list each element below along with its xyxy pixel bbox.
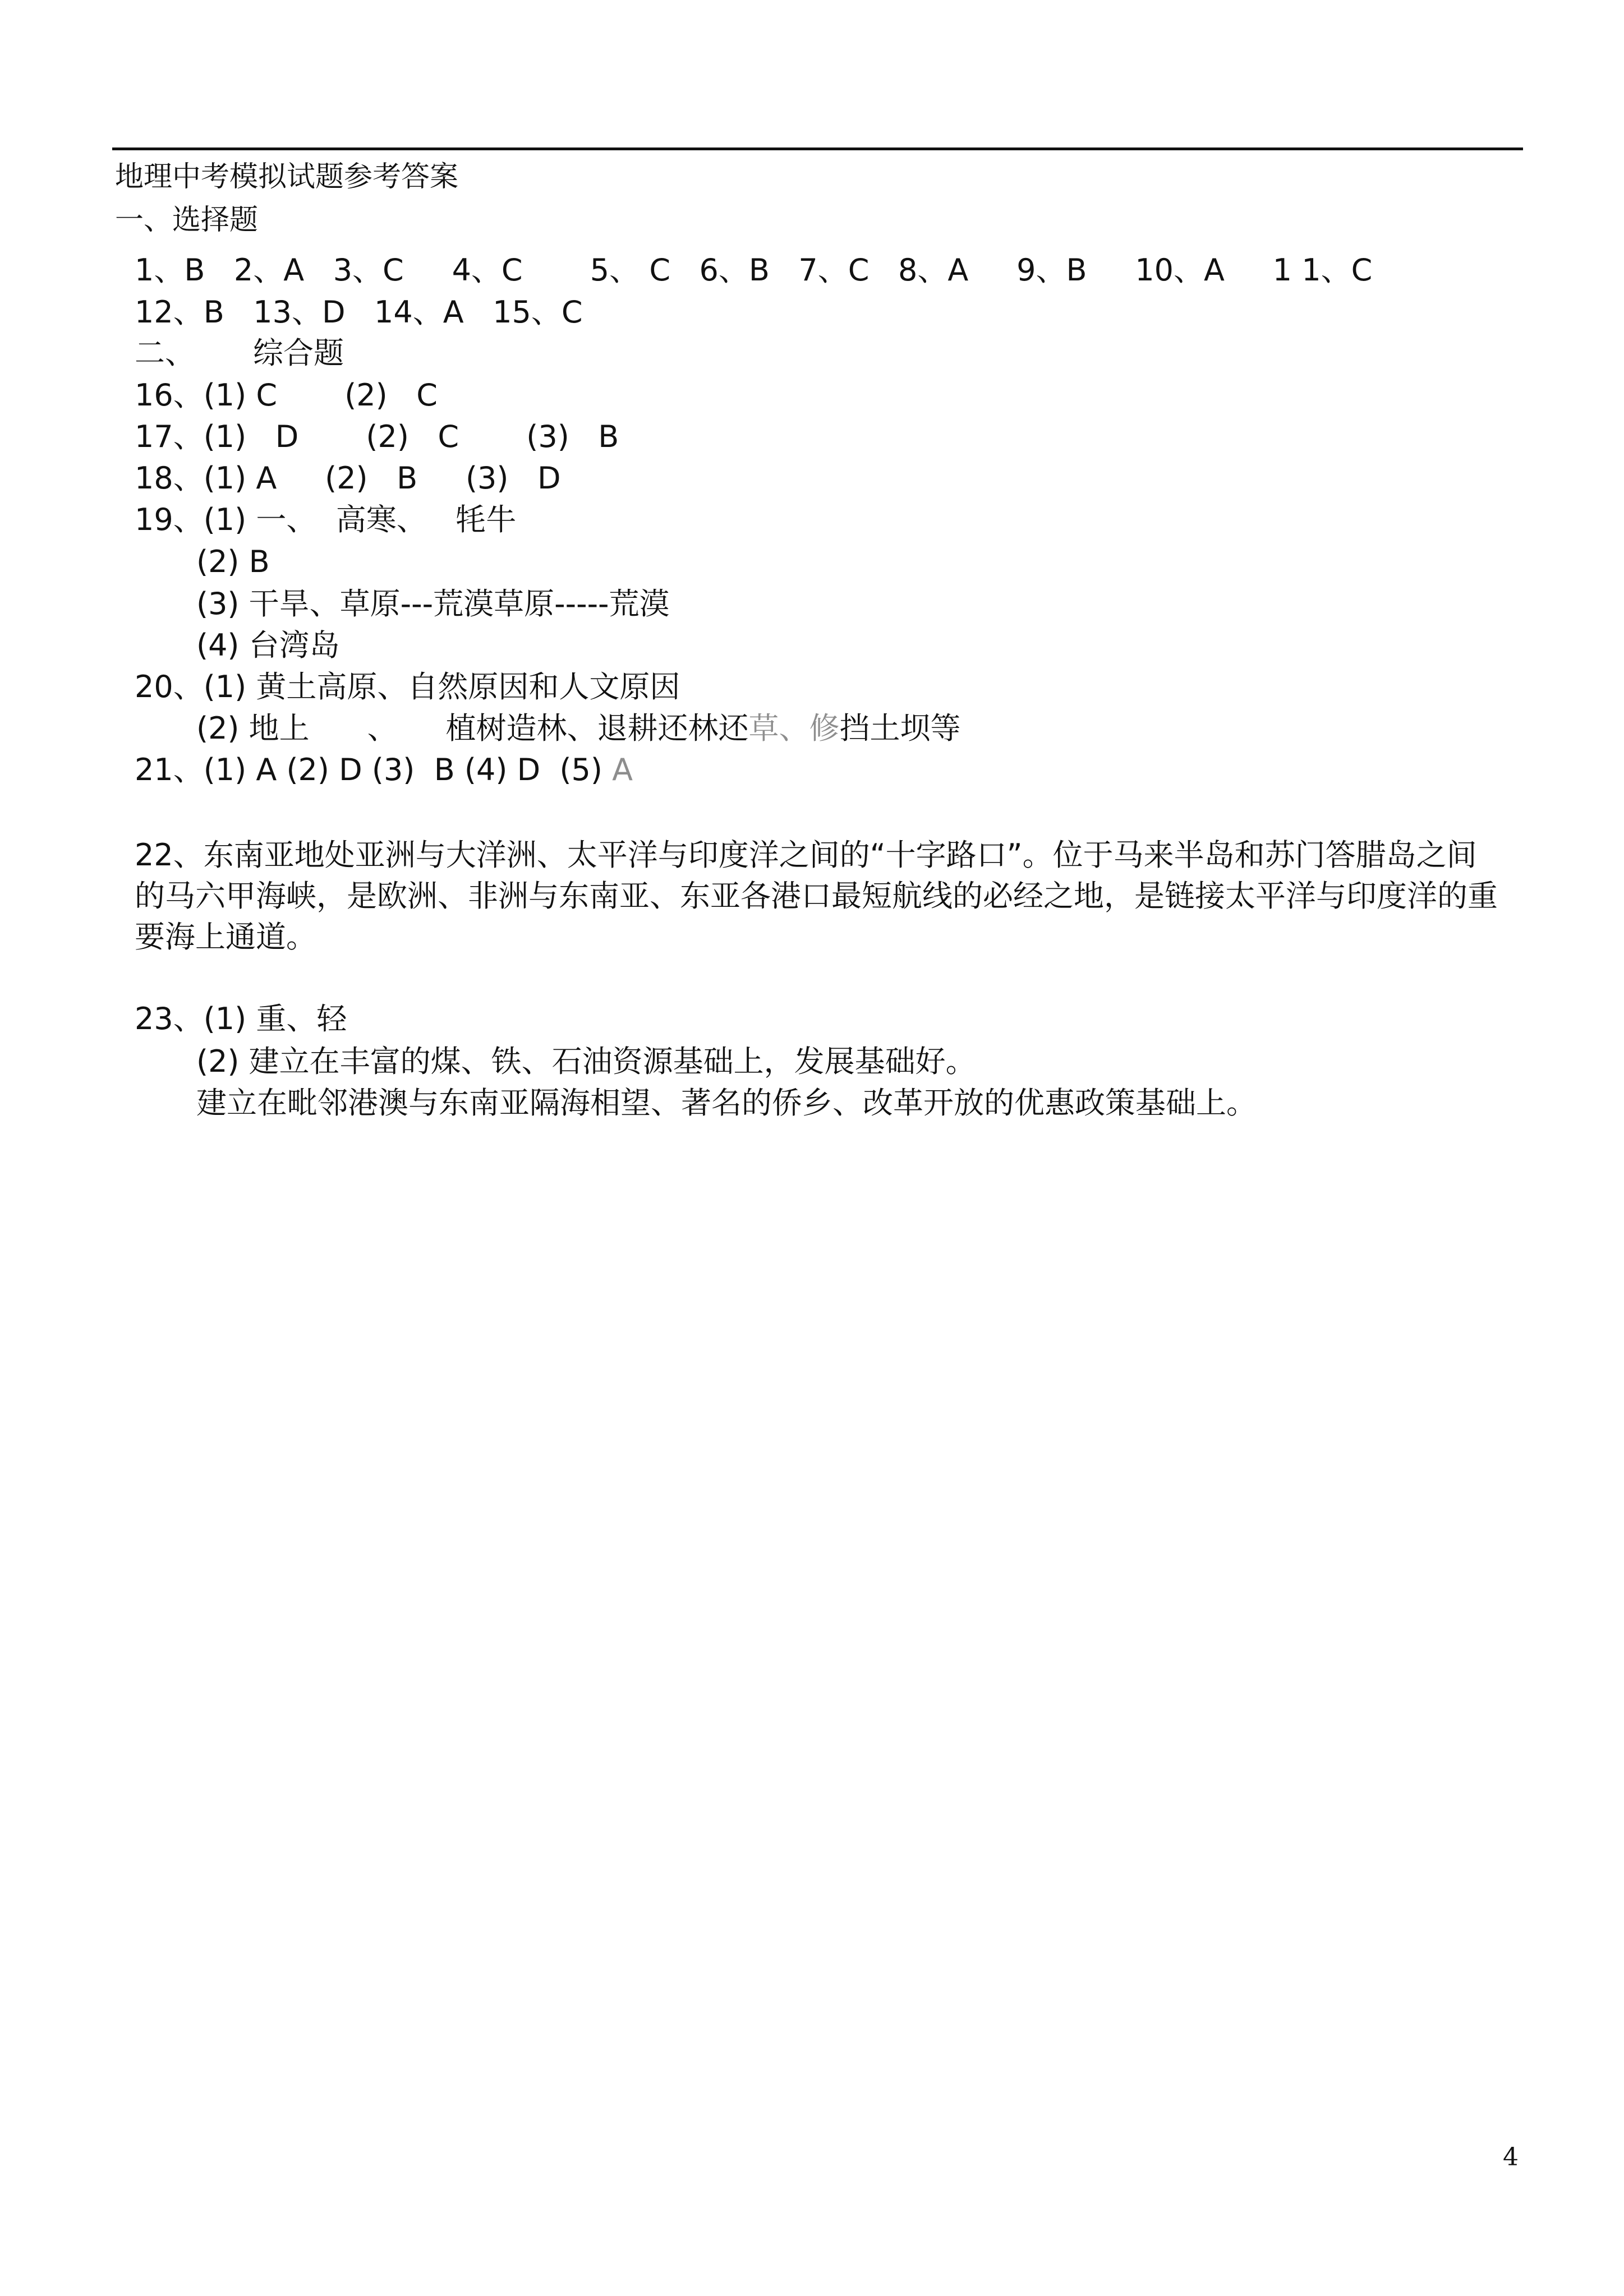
answer-19-part-2: (2) B [196, 544, 270, 579]
header-rule [112, 147, 1523, 150]
page-number: 4 [1503, 2143, 1519, 2171]
answer-20-part-2-tail: 挡土坝等 [839, 711, 961, 746]
answer-20-part-2-faded: 草、修 [748, 711, 840, 746]
section-heading-choice: 一、选择题 [115, 204, 259, 237]
choice-answers-line-1: 1、B 2、A 3、C 4、C 5、 C 6、B 7、C 8、A 9、B 10、A 1 1、C [135, 252, 1373, 288]
answer-18: 18、(1) A (2) B (3) D [135, 460, 561, 496]
answer-17: 17、(1) D (2) C (3) B [135, 419, 619, 454]
answer-21-main: 21、(1) A (2) D (3) B (4) D (5) [135, 752, 613, 787]
answer-20-part-1: 20、(1) 黄土高原、自然原因和人文原因 [135, 669, 680, 704]
answer-20-part-2 [196, 713, 960, 744]
answer-19-part-3: (3) 干旱、草原---荒漠草原-----荒漠 [196, 586, 670, 621]
answer-21-faded: A [612, 752, 633, 787]
document-title: 地理中考模拟试题参考答案 [115, 160, 459, 193]
section-heading-comprehensive: 二、 综合题 [135, 335, 344, 371]
answer-23-part-2: (2) 建立在丰富的煤、铁、石油资源基础上，发展基础好。 [196, 1044, 976, 1079]
answer-20-part-2-main: (2) 地上 、 植树造林、退耕还林还 [196, 711, 749, 746]
answer-23-part-3: 建立在毗邻港澳与东南亚隔海相望、著名的侨乡、改革开放的优惠政策基础上。 [196, 1085, 1257, 1121]
answer-23-part-1: 23、(1) 重、轻 [135, 1001, 347, 1036]
answer-19-part-4: (4) 台湾岛 [196, 628, 340, 663]
answer-19-part-1: 19、(1) 一、 高寒、 牦牛 [135, 502, 517, 537]
answer-21 [135, 752, 633, 787]
choice-answers-line-2: 12、B 13、D 14、A 15、C [135, 294, 583, 330]
answer-16: 16、(1) C (2) C [135, 377, 438, 413]
answer-22: 22、东南亚地处亚洲与大洋洲、太平洋与印度洋之间的“十字路口”。位于马来半岛和苏门答腊岛之间的马六甲海峡，是欧洲、非洲与东南亚、东亚各港口最短航线的必经之地，是链接太平洋与印度洋的重要海上通道。 [135, 837, 1498, 955]
